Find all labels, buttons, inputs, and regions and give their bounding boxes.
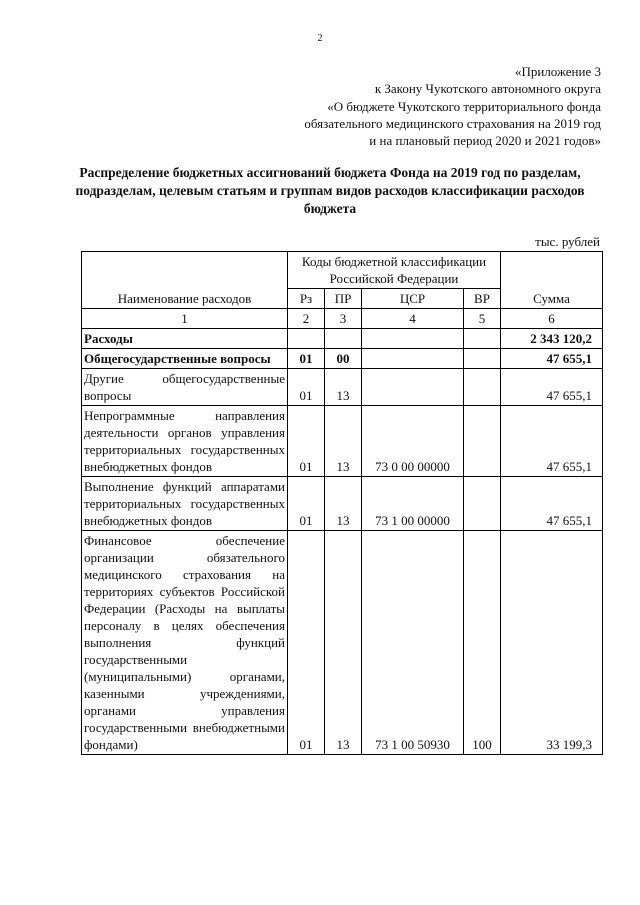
document-title: Распределение бюджетных ассигнований бюджета Фонда на 2019 год по разделам, подразделам, целевым статьям и группам видов расходов классификации расходов бюджета: [75, 165, 585, 216]
row-name: Другие общегосударственные вопросы: [82, 369, 288, 406]
col-number: 5: [464, 309, 501, 329]
row-pr: 00: [325, 349, 362, 369]
row-sum: 47 655,1: [501, 349, 603, 369]
row-vr: 100: [464, 531, 501, 755]
appendix-line: «О бюджете Чукотского территориального фонда: [327, 98, 601, 114]
row-vr: [464, 477, 501, 531]
row-pr: 13: [325, 531, 362, 755]
row-name: Расходы: [82, 329, 288, 349]
table-row: [82, 406, 603, 477]
row-vr: [464, 406, 501, 477]
row-name: Общегосударственные вопросы: [82, 349, 288, 369]
column-number-row: [82, 309, 603, 329]
row-vr: [464, 329, 501, 349]
row-csr: [362, 329, 464, 349]
row-name: Финансовое обеспечение организации обязательного медицинского страхования на территориях субъектов Российской Федерации (Расходы на выплаты персоналу в целях обеспечения выполнения функций государственными (муниципальными) органами, казенными учреждениями, органами управления государственными внебюджетными фондами): [82, 531, 288, 755]
table-row: [82, 349, 603, 369]
row-vr: [464, 369, 501, 406]
header-csr: ЦСР: [362, 289, 464, 309]
appendix-line: обязательного медицинского страхования на 2019 год: [304, 115, 601, 131]
col-number: 1: [82, 309, 288, 329]
header-rz: Рз: [288, 289, 325, 309]
row-pr: 13: [325, 477, 362, 531]
table-row: [82, 531, 603, 755]
row-rz: 01: [288, 349, 325, 369]
appendix-line: и на плановый период 2020 и 2021 годов»: [369, 133, 601, 149]
page-number: 2: [317, 33, 323, 44]
row-pr: 13: [325, 406, 362, 477]
row-rz: 01: [288, 406, 325, 477]
appendix-block: [304, 63, 601, 149]
row-csr: 73 1 00 50930: [362, 531, 464, 755]
row-sum: 33 199,3: [501, 531, 603, 755]
unit-label: тыс. рублей: [535, 234, 600, 249]
col-number: 3: [325, 309, 362, 329]
header-codes: Коды бюджетной классификации Российской Федерации: [288, 252, 501, 289]
row-sum: 47 655,1: [501, 369, 603, 406]
table-row: [82, 329, 603, 349]
row-pr: 13: [325, 369, 362, 406]
table-header-row: [82, 252, 603, 289]
header-vr: ВР: [464, 289, 501, 309]
row-csr: [362, 349, 464, 369]
appendix-line: «Приложение 3: [514, 64, 601, 79]
table-row: [82, 369, 603, 406]
row-rz: 01: [288, 369, 325, 406]
row-rz: 01: [288, 531, 325, 755]
col-number: 2: [288, 309, 325, 329]
appendix-line: к Закону Чукотского автономного округа: [374, 81, 601, 97]
budget-table: [81, 251, 603, 755]
row-csr: 73 0 00 00000: [362, 406, 464, 477]
col-number: 4: [362, 309, 464, 329]
header-pr: ПР: [325, 289, 362, 309]
row-vr: [464, 349, 501, 369]
row-sum: 47 655,1: [501, 477, 603, 531]
col-number: 6: [501, 309, 603, 329]
row-pr: [325, 329, 362, 349]
row-rz: [288, 329, 325, 349]
row-csr: 73 1 00 00000: [362, 477, 464, 531]
row-csr: [362, 369, 464, 406]
row-name: Выполнение функций аппаратами территориальных государственных внебюджетных фондов: [82, 477, 288, 531]
row-name: Непрограммные направления деятельности органов управления территориальных государственных внебюджетных фондов: [82, 406, 288, 477]
table-row: [82, 477, 603, 531]
header-name: Наименование расходов: [82, 252, 288, 309]
row-rz: 01: [288, 477, 325, 531]
header-sum: Сумма: [501, 252, 603, 309]
row-sum: 47 655,1: [501, 406, 603, 477]
row-sum: 2 343 120,2: [501, 329, 603, 349]
